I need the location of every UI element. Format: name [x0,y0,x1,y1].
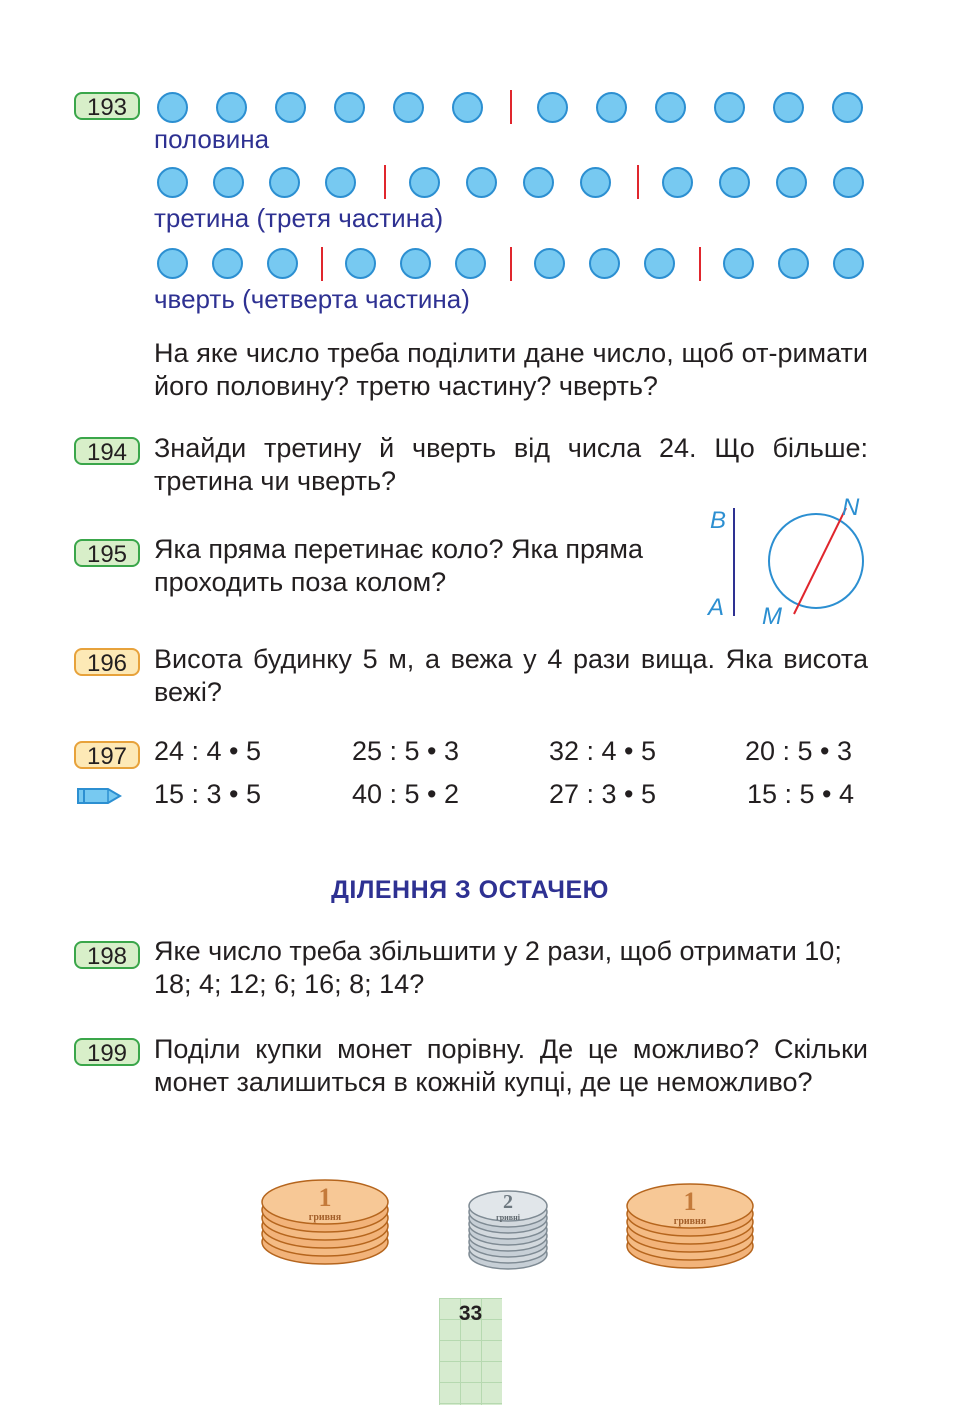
expression: 15 : 3 • 5 [154,779,262,809]
dot [455,248,486,279]
exercise-number-196: 196 [74,648,140,676]
label-b: B [710,507,727,534]
dot [345,248,376,279]
dot [157,92,188,123]
dot [523,167,554,198]
coin-value: 1 [318,1183,332,1212]
page-number: 33 [458,1302,483,1325]
dot [832,92,863,123]
exercise-194-text: Знайди третину й чверть від числа 24. Що більше: третина чи чверть? [154,433,868,496]
page-number-box [439,1298,502,1405]
dot [325,167,356,198]
pencil-icon [74,784,124,808]
dot [212,248,243,279]
dot [596,92,627,123]
dot [466,167,497,198]
line-mn [794,508,846,614]
dot [719,167,750,198]
divider-line [510,247,512,281]
dot [833,167,864,198]
dot [269,167,300,198]
dot [778,248,809,279]
dot [334,92,365,123]
label-third: третина (третя частина) [154,203,444,233]
dot [157,248,188,279]
exercise-193-question: На яке число треба поділити дане число, щоб от-римати його половину? третю частину? чверть? [154,338,868,401]
dot [275,92,306,123]
dot [833,248,864,279]
coin-word: гривня [308,1212,342,1223]
dot [157,167,188,198]
exercise-number-193: 193 [74,92,140,120]
dot [409,167,440,198]
coin-stack-middle [464,1180,552,1274]
exercise-number-198: 198 [74,941,140,969]
divider-line [384,165,386,199]
section-heading: ДІЛЕННЯ З ОСТАЧЕЮ [331,876,609,904]
divider-line [321,247,323,281]
dot [773,92,804,123]
dot [400,248,431,279]
dot [776,167,807,198]
divider-line [637,165,639,199]
coin-stack-left [258,1170,394,1270]
expression: 40 : 5 • 2 [352,779,460,809]
expression: 20 : 5 • 3 [745,736,853,766]
label-a: A [708,594,725,621]
dot [534,248,565,279]
coin-stack-right [623,1174,759,1274]
dot [580,167,611,198]
dot [452,92,483,123]
circle [769,514,863,608]
dot [662,167,693,198]
dot [723,248,754,279]
dot [537,92,568,123]
expression: 15 : 5 • 4 [747,779,855,809]
coin-word: гривні [496,1213,520,1222]
dot [213,167,244,198]
dot [644,248,675,279]
label-half: половина [154,124,270,154]
exercise-196-text: Висота будинку 5 м, а вежа у 4 рази вища. Яка висота вежі? [154,644,868,707]
exercise-number-199: 199 [74,1038,140,1066]
expression: 32 : 4 • 5 [549,736,657,766]
dot [267,248,298,279]
coin-value: 2 [503,1191,513,1213]
exercise-number-195: 195 [74,539,140,567]
label-m: M [762,603,782,630]
divider-line [699,247,701,281]
exercise-number-194: 194 [74,437,140,465]
dot [216,92,247,123]
expression: 27 : 3 • 5 [549,779,657,809]
divider-line [510,90,512,124]
dot [655,92,686,123]
coin-word: гривня [673,1216,707,1227]
exercise-195-text: Яка пряма перетинає коло? Яка пряма проходить поза колом? [154,534,643,597]
lines-circle-figure [700,490,880,630]
dot [714,92,745,123]
dot [393,92,424,123]
label-quarter: чверть (четверта частина) [154,284,470,314]
exercise-number-197: 197 [74,741,140,769]
exercise-198-text: Яке число треба збільшити у 2 рази, щоб отримати 10; 18; 4; 12; 6; 16; 8; 14? [154,936,842,999]
expression: 25 : 5 • 3 [352,736,460,766]
label-n: N [842,494,860,521]
dot [589,248,620,279]
exercise-199-text: Поділи купки монет порівну. Де це можливо? Скільки монет залишиться в кожній купці, де це неможливо? [154,1034,868,1097]
expression: 24 : 4 • 5 [154,736,262,766]
coin-value: 1 [683,1187,697,1216]
